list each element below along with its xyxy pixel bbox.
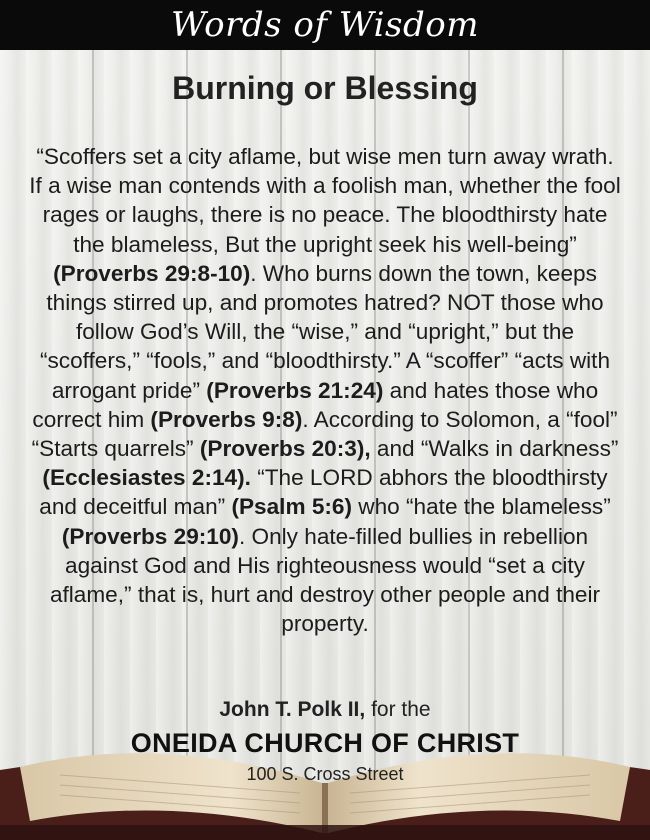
- body-text-segment: “The LORD abhors the bloodthirsty and deceitful man”: [39, 465, 608, 520]
- body-text-segment: . Only hate-filled bullies in rebellion against God and His righteousness would “set a city aflame,” that is, hurt and destroy other people and their property.: [49, 523, 601, 637]
- article-body: [28, 142, 622, 638]
- church-name: ONEIDA CHURCH OF CHRIST: [130, 728, 520, 758]
- author-signature: [0, 698, 650, 722]
- scripture-reference: (Proverbs 29:8-10): [53, 260, 251, 286]
- banner-title: Words of Wisdom: [171, 5, 479, 45]
- body-text-segment: . According to Solomon, a “fool” “Starts quarrels”: [31, 406, 618, 462]
- scripture-reference: (Psalm 5:6): [231, 494, 353, 520]
- body-text-segment: and hates those who correct him: [32, 377, 599, 432]
- header-banner: [0, 0, 650, 50]
- body-text-segment: . Who burns down the town, keeps things stirred up, and promotes hatred? NOT those who follow God’s Will, the “wise,” and “upright,” but the “scoffers,” “fools,” and “bloodthirsty.” A “scoffer” “acts with arrogant pride”: [39, 260, 611, 403]
- scripture-reference: (Proverbs 29:10): [61, 523, 239, 549]
- scripture-reference: (Proverbs 9:8): [150, 406, 303, 432]
- article-headline: Burning or Blessing: [172, 70, 478, 106]
- scripture-reference: (Ecclesiastes 2:14).: [42, 465, 251, 491]
- body-text-segment: “Scoffers set a city aflame, but wise men turn away wrath. If a wise man contends with a foolish man, whether the fool rages or laughs, there is no peace. The bloodthirsty hate the blameless, But the upright seek his well-being”: [29, 144, 621, 257]
- author-suffix: for the: [365, 698, 431, 721]
- author-name: John T. Polk II,: [219, 698, 366, 721]
- bible-base-shadow: [0, 825, 650, 840]
- body-text-segment: who “hate the blameless”: [352, 494, 611, 520]
- scripture-reference: (Proverbs 21:24): [206, 377, 384, 403]
- church-address: 100 S. Cross Street: [246, 764, 404, 784]
- body-text-segment: and “Walks in darkness”: [370, 436, 619, 462]
- scripture-reference: (Proverbs 20:3),: [199, 436, 371, 462]
